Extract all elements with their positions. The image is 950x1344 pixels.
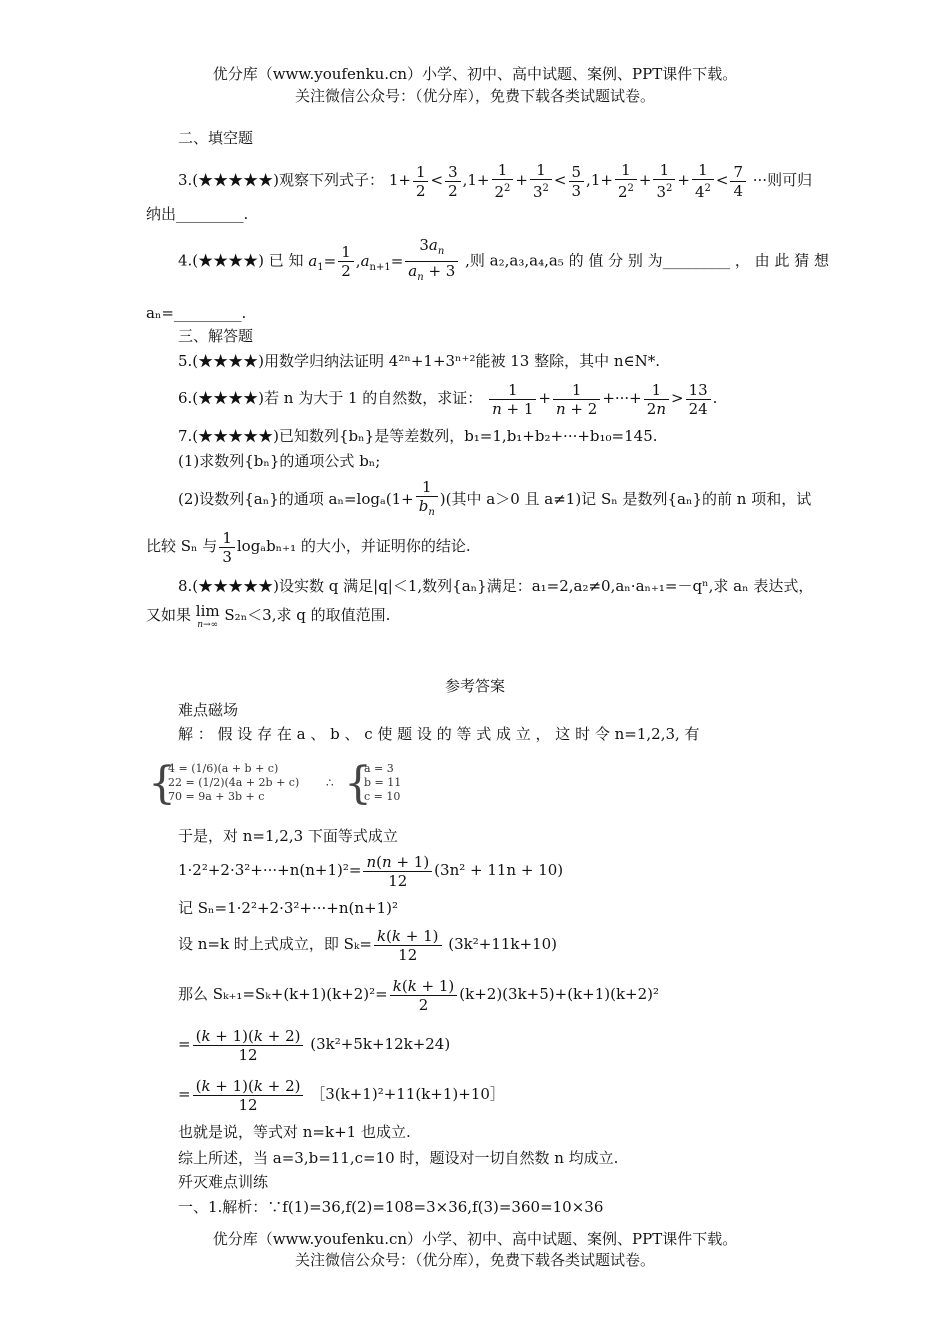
section-fill-blank-title: 二、填空题 — [178, 129, 254, 147]
answers-p8: 也就是说，等式对 n=k+1 也成立. — [178, 1123, 411, 1141]
answers-p2-a: 1·2²+2·3²+···+n(n+1)²= — [178, 861, 362, 879]
sys-eq-1: 4 = (1/6)(a + b + c) — [168, 762, 279, 775]
answers-p4-a: 设 n=k 时上式成立，即 Sₖ= — [178, 935, 372, 953]
answers-title: 参考答案 — [444, 677, 505, 695]
therefore-symbol: ∴ — [326, 776, 334, 790]
fraction-n-n1-over-12: $\frac{n(n + 1)}{12}$ — [363, 853, 432, 890]
sys-eq-2: 22 = (1/2)(4a + 2b + c) — [168, 776, 300, 789]
answers-p5-a: 那么 Sₖ₊₁=Sₖ+(k+1)(k+2)²= — [178, 985, 388, 1003]
answers-p9: 综上所述，当 a=3,b=11,c=10 时，题设对一切自然数 n 均成立. — [178, 1149, 619, 1167]
sys-eq-3: 70 = 9a + 3b + c — [168, 790, 265, 803]
answers-p5-b: (k+2)(3k+5)+(k+1)(k+2)² — [459, 985, 660, 1003]
q3-suffix: ···则可归 — [752, 171, 813, 189]
answers-p2-b: (3n² + 11n + 10) — [434, 861, 564, 879]
q4-prefix: 4.(★★★★) 已 知 — [178, 251, 304, 270]
answers-p6: = $\frac{(k + 1)(k + 2)}{12}$ (3k²+5k+12k+24) — [178, 1026, 451, 1064]
right-brace-icon: { — [344, 758, 372, 809]
answers-solution-intro: 解 ： 假 设 存 在 a 、 b 、 c 使 题 设 的 等 式 成 立 ， 这 时 令 n=1,2,3, 有 — [178, 725, 700, 743]
answers-sub-1: 难点磁场 — [178, 701, 239, 719]
q3-formula: 1+ $\frac{1}{2}$ < $\frac{3}{2}$ ,1+ $\frac{1}{2^2}$ + $\frac{1}{3^2}$ < $\frac{5}{3}$ ,1+ $\frac{1}{2^2}$ + $\frac{1}{3^2}$ + $\frac{1}{4^2}$ < $\frac{7}{4}$ — [389, 171, 748, 189]
q7-fraction-1-over-bn: $\frac{1}{b_n}$ — [416, 478, 438, 522]
footer-line-2: 关注微信公众号：（优分库），免费下载各类试题试卷。 — [294, 1251, 655, 1269]
answers-p3: 记 Sₙ=1·2²+2·3²+···+n(n+1)² — [178, 899, 398, 917]
question-7-line-2: (1)求数列{bₙ}的通项公式 bₙ; — [178, 452, 381, 470]
q3-prefix: 3.(★★★★★)观察下列式子： — [178, 171, 385, 189]
q4-formula: $a_1=$ $\frac{1}{2}$ $,a_{n+1}=$ $\frac{3a_n}{a_n + 3}$ — [308, 252, 460, 270]
answers-p6-b: (3k²+5k+12k+24) — [305, 1035, 451, 1053]
question-4 — [178, 236, 829, 290]
question-7-line-3 — [178, 478, 811, 522]
q8-line2-a: 又如果 — [146, 606, 192, 624]
question-7-line-1: 7.(★★★★★)已知数列{bₙ}是等差数列，b₁=1,b₁+b₂+···+b₁₀=145. — [178, 427, 658, 445]
question-5: 5.(★★★★)用数学归纳法证明 4²ⁿ+1+3ⁿ⁺²能被 13 整除，其中 n∈N*. — [178, 352, 661, 370]
question-6 — [178, 378, 717, 418]
header-line-2: 关注微信公众号：（优分库），免费下载各类试题试卷。 — [294, 87, 655, 105]
answers-p7-b: ［3(k+1)²+11(k+1)+10］ — [305, 1085, 505, 1103]
section-solve-title: 三、解答题 — [178, 327, 254, 345]
answers-p2 — [178, 850, 563, 890]
footer-line-1: 优分库（www.youfenku.cn）小学、初中、高中试题、案例、PPT课件下载。 — [212, 1230, 738, 1248]
answers-p4 — [178, 924, 557, 964]
q7-line3-b: )(其中 a＞0 且 a≠1)记 Sₙ 是数列{aₙ}的前 n 项和，试 — [439, 490, 812, 508]
sys-res-3: c = 10 — [364, 790, 401, 803]
answers-p7: = $\frac{(k + 1)(k + 2)}{12}$ ［3(k+1)²+11(k+1)+10］ — [178, 1076, 505, 1114]
question-8-line-1: 8.(★★★★★)设实数 q 满足|q|＜1,数列{aₙ}满足：a₁=2,a₂≠0,aₙ·aₙ₊₁=－qⁿ,求 aₙ 表达式， — [178, 577, 814, 595]
answers-p4-b: (3k²+11k+10) — [443, 935, 558, 953]
answers-p5 — [178, 974, 659, 1014]
fraction-k1-k2-over-12-b: $\frac{(k + 1)(k + 2)}{12}$ — [193, 1077, 304, 1114]
q8-line2-b: S₂ₙ＜3,求 q 的取值范围. — [224, 606, 391, 624]
q7-line4-b: logₐbₙ₊₁ 的大小，并证明你的结论. — [236, 537, 471, 555]
q7-fraction-1-over-3: $\frac{1}{3}$ — [219, 529, 235, 566]
equation-system — [148, 760, 488, 808]
fraction-k-k1-over-2: $\frac{k(k + 1)}{2}$ — [390, 977, 458, 1014]
q6-formula: $\frac{1}{n + 1}$ + $\frac{1}{n + 2}$ +···+ $\frac{1}{2n}$ > $\frac{13}{24}$ . — [487, 389, 717, 407]
q4-text: ,则 a₂,a₃,a₄,a₅ 的 值 分 别 为_________ ， 由 此 猜 想 — [465, 251, 829, 270]
question-3 — [178, 160, 812, 201]
q3-line-2: 纳出_________. — [146, 205, 249, 223]
fraction-k1-k2-over-12-a: $\frac{(k + 1)(k + 2)}{12}$ — [193, 1027, 304, 1064]
question-7-line-4 — [146, 526, 471, 566]
answers-sub-2: 歼灭难点训练 — [178, 1173, 269, 1191]
q4-line-2: aₙ=_________. — [146, 304, 247, 322]
header-line-1: 优分库（www.youfenku.cn）小学、初中、高中试题、案例、PPT课件下载。 — [212, 65, 738, 83]
q8-lim-label: lim — [195, 602, 220, 620]
q7-line4-a: 比较 Sₙ 与 — [146, 537, 218, 555]
q6-prefix: 6.(★★★★)若 n 为大于 1 的自然数，求证： — [178, 389, 483, 407]
sys-res-2: b = 11 — [364, 776, 402, 789]
left-brace-icon: { — [148, 758, 176, 809]
q7-line3-a: (2)设数列{aₙ}的通项 aₙ=logₐ(1+ — [178, 490, 414, 508]
q8-lim-sub: n→∞ — [197, 620, 219, 630]
question-8-line-2 — [146, 604, 390, 632]
answers-p10: 一、1.解析：∵f(1)=36,f(2)=108=3×36,f(3)=360=10×36 — [178, 1198, 604, 1216]
fraction-k-k1-over-12: $\frac{k(k + 1)}{12}$ — [374, 927, 442, 964]
q8-limit — [196, 604, 220, 632]
sys-res-1: a = 3 — [364, 762, 394, 775]
answers-p1: 于是，对 n=1,2,3 下面等式成立 — [178, 827, 398, 845]
